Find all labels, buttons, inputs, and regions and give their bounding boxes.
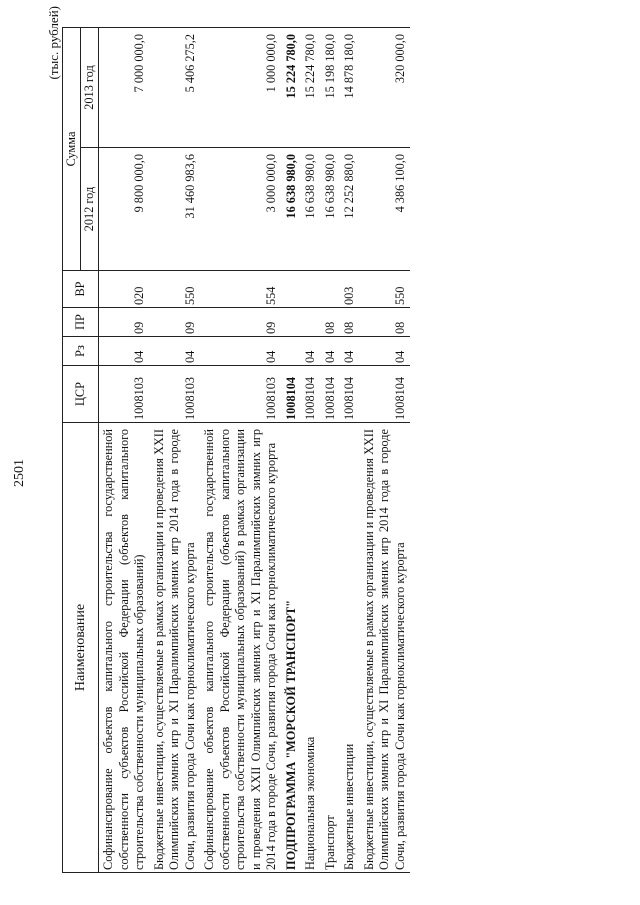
row-name: Бюджетные инвестиции [340,423,360,873]
table-row [301,27,321,872]
header-pr: ПР [63,308,99,337]
row-pr: 09 [99,308,150,337]
row-csr: 1008104 [340,366,360,423]
row-name: Транспорт [321,423,341,873]
row-vr: 550 [150,271,201,308]
budget-table [62,27,410,873]
row-sum-2012: 12 252 880,0 [340,148,360,271]
table-row [360,27,411,872]
row-name: ПОДПРОГРАММА "МОРСКОЙ ТРАНСПОРТ" [282,423,302,873]
table-row [150,27,201,872]
row-csr: 1008104 [360,366,411,423]
row-vr: 003 [340,271,360,308]
row-sum-2013: 320 000,0 [360,27,411,147]
row-vr: 020 [99,271,150,308]
header-rz: Рз [63,337,99,366]
row-vr [321,271,341,308]
row-name: Софинансирование объектов капитального строительства государственной собственности субъектов Российской Федерации (объектов капитального строительства собственности муниципальных образований) в рамках организации и проведения XXII Олимпийских зимних игр и XI Паралимпийских зимних игр 2014 года в городе Сочи, развития города Сочи как горноклиматического курорта [200,423,282,873]
row-csr: 1008104 [301,366,321,423]
row-rz: 04 [99,337,150,366]
row-sum-2012: 16 638 980,0 [321,148,341,271]
table-row [282,27,302,872]
row-sum-2012: 31 460 983,6 [150,148,201,271]
units-label: (тыс. рублей) [46,6,61,80]
row-sum-2013: 15 224 780,0 [282,27,302,147]
row-name: Национальная экономика [301,423,321,873]
header-2013: 2013 год [81,27,99,147]
header-csr: ЦСР [63,366,99,423]
row-csr: 1008103 [150,366,201,423]
row-sum-2012: 16 638 980,0 [282,148,302,271]
row-pr [282,308,302,337]
row-csr: 1008104 [282,366,302,423]
row-pr: 09 [150,308,201,337]
row-pr: 08 [340,308,360,337]
row-pr: 08 [360,308,411,337]
header-sum: Сумма [63,27,81,270]
page-number: 2501 [12,459,27,487]
row-sum-2013: 14 878 180,0 [340,27,360,147]
row-rz: 04 [301,337,321,366]
row-sum-2012: 16 638 980,0 [301,148,321,271]
row-rz: 04 [200,337,282,366]
row-sum-2012: 4 386 100,0 [360,148,411,271]
row-rz: 04 [321,337,341,366]
row-pr: 09 [200,308,282,337]
row-sum-2013: 5 406 275,2 [150,27,201,147]
row-vr [282,271,302,308]
row-sum-2012: 3 000 000,0 [200,148,282,271]
row-sum-2013: 15 224 780,0 [301,27,321,147]
row-pr [301,308,321,337]
row-name: Бюджетные инвестиции, осуществляемые в рамках организации и проведения XXII Олимпийских зимних игр и XI Паралимпийских зимних игр 2014 года в городе Сочи, развития города Сочи как горноклиматического курорта [150,423,201,873]
row-rz [282,337,302,366]
row-sum-2013: 7 000 000,0 [99,27,150,147]
row-rz: 04 [360,337,411,366]
table-body [99,27,411,872]
header-name: Наименование [63,423,99,873]
row-sum-2013: 1 000 000,0 [200,27,282,147]
row-name: Бюджетные инвестиции, осуществляемые в рамках организации и проведения XXII Олимпийских зимних игр и XI Паралимпийских зимних игр 2014 года в городе Сочи, развития города Сочи как горноклиматического курорта [360,423,411,873]
row-name: Софинансирование объектов капитального строительства государственной собственности субъектов Российской Федерации (объектов капитального строительства собственности муниципальных образований) [99,423,150,873]
header-2012: 2012 год [81,148,99,271]
header-vr: ВР [63,271,99,308]
table-row [200,27,282,872]
row-vr: 554 [200,271,282,308]
row-vr [301,271,321,308]
table-row [321,27,341,872]
row-sum-2012: 9 800 000,0 [99,148,150,271]
row-csr: 1008103 [200,366,282,423]
row-csr: 1008103 [99,366,150,423]
row-rz: 04 [340,337,360,366]
table-row [99,27,150,872]
row-rz: 04 [150,337,201,366]
table-row [340,27,360,872]
row-pr: 08 [321,308,341,337]
row-csr: 1008104 [321,366,341,423]
row-sum-2013: 15 198 180,0 [321,27,341,147]
row-vr: 550 [360,271,411,308]
